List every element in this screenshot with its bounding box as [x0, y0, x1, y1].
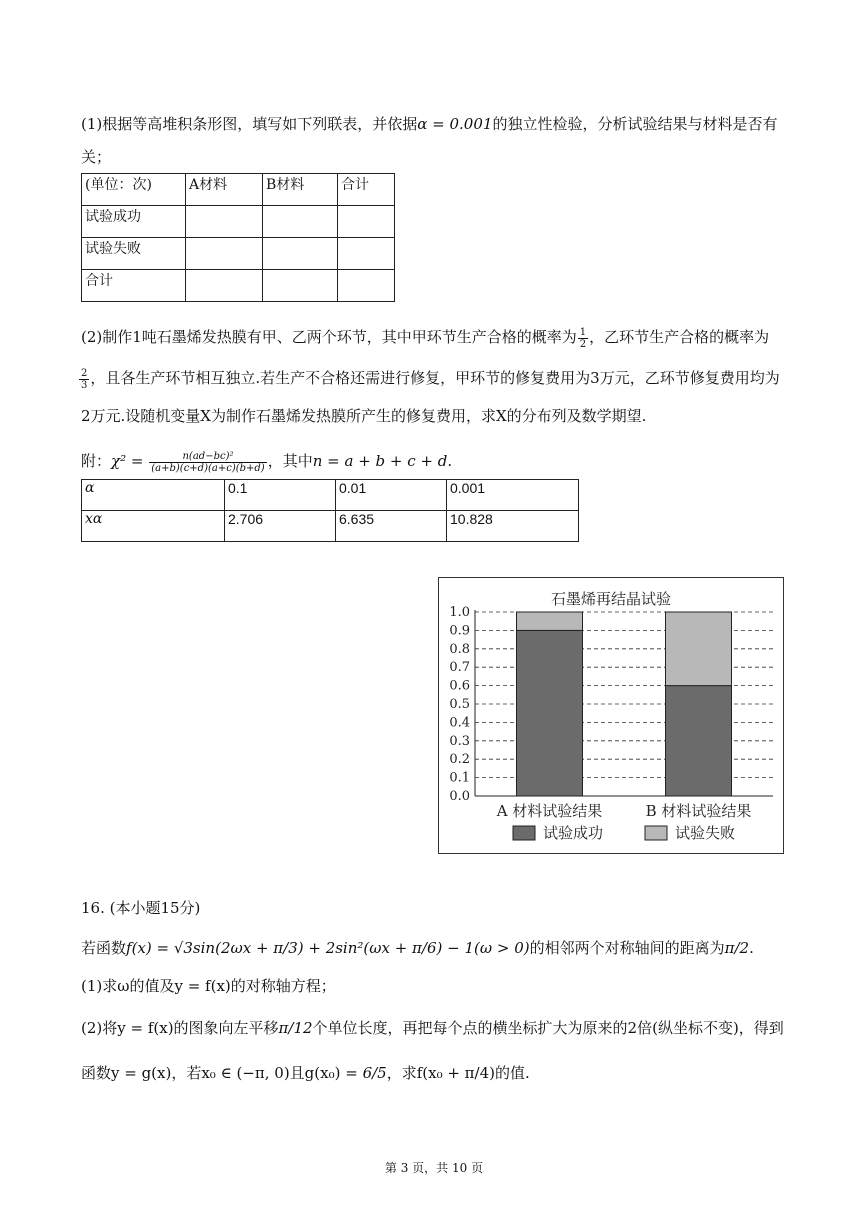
x-tick-label: B 材料试验结果	[645, 802, 752, 820]
chart-title: 石墨烯再结晶试验	[550, 590, 672, 608]
alpha-expression: α = 0.001	[417, 115, 493, 133]
table-cell: 合计	[82, 270, 186, 302]
table-cell	[186, 238, 263, 270]
y-tick-label: 0.2	[449, 752, 470, 768]
table-cell: α	[82, 480, 225, 511]
legend-swatch	[513, 826, 535, 840]
legend	[513, 824, 735, 842]
table-cell: 试验成功	[82, 206, 186, 238]
table-cell	[338, 238, 395, 270]
table-cell	[186, 270, 263, 302]
contingency-table	[81, 173, 395, 302]
y-tick-label: 0.1	[449, 770, 470, 786]
table-cell	[263, 206, 338, 238]
table-cell: 合计	[338, 174, 395, 206]
q16-part2-line2: 函数y = g(x)，若x₀ ∈ (−π, 0)且g(x₀) = 6/5，求f(x₀ + π/4)的值.	[81, 1064, 530, 1082]
y-tick-label: 0.0	[449, 789, 470, 804]
table-row	[82, 174, 395, 206]
q15-part2-line3: 2万元.设随机变量X为制作石墨烯发热膜所产生的修复费用，求X的分布列及数学期望.	[81, 407, 647, 425]
fraction-p-jia: $\frac{1}{2}$	[579, 326, 587, 350]
bar-failure	[517, 612, 583, 630]
stacked-bar-chart	[438, 577, 784, 854]
y-tick-label: 0.9	[449, 623, 470, 639]
fraction-p-yi: $\frac{2}{3}$	[81, 367, 88, 391]
table-cell: A材料	[186, 174, 263, 206]
legend-label: 试验失败	[675, 824, 736, 842]
page-footer: 第 3 页，共 10 页	[384, 1161, 484, 1175]
q15-part2-line2: $\frac{2}{3}$ ，且各生产环节相互独立.若生产不合格还需进行修复，甲环节的修复费用为3万元，乙环节修复费用均为	[81, 367, 780, 391]
q16-part2-line1: (2)将y = f(x)的图象向左平移π/12个单位长度，再把每个点的横坐标扩大为原来的2倍(纵坐标不变)，得到	[81, 1019, 784, 1037]
y-tick-label: 0.8	[449, 641, 470, 657]
y-tick-label: 0.4	[449, 715, 470, 731]
table-cell: B材料	[263, 174, 338, 206]
y-tick-label: 0.7	[449, 660, 470, 676]
q15-part1-line2: 关；	[81, 148, 112, 166]
q16-stem: 若函数f(x) = √3sin(2ωx + π/3) + 2sin²(ωx + π/6) − 1(ω > 0)的相邻两个对称轴间的距离为π/2.	[81, 939, 754, 957]
y-tick-label: 1.0	[449, 605, 470, 620]
table-cell	[263, 238, 338, 270]
q15-part2-line1: (2)制作1吨石墨烯发热膜有甲、乙两个环节，其中甲环节生产合格的概率为 $\frac{1}{2}$ ，乙环节生产合格的概率为	[81, 326, 770, 350]
bar-failure	[666, 612, 732, 686]
appendix-formula: 附：χ² = $\frac{\text{n(ad−bc)²}}{(a+b)(c+d)(a+c)(b+d)}$ ，其中n = a + b + c + d.	[81, 450, 453, 474]
table-cell: 0.001	[447, 480, 579, 511]
table-row	[82, 511, 579, 542]
table-row	[82, 206, 395, 238]
q16-part1: (1)求ω的值及y = f(x)的对称轴方程；	[81, 977, 336, 995]
critical-value-table	[81, 479, 579, 542]
table-cell: 0.01	[336, 480, 447, 511]
chi-square-fraction: $\frac{\text{n(ad−bc)²}}{(a+b)(c+d)(a+c)(b+d)}$	[151, 450, 265, 474]
table-cell: 6.635	[336, 511, 447, 542]
y-tick-label: 0.6	[449, 678, 470, 694]
table-cell	[263, 270, 338, 302]
table-cell: xα	[82, 511, 225, 542]
q15-part1-line1: (1)根据等高堆积条形图，填写如下列联表，并依据α = 0.001的独立性检验，分析试验结果与材料是否有	[81, 115, 778, 133]
table-row	[82, 270, 395, 302]
table-row	[82, 238, 395, 270]
bar-success	[517, 630, 583, 796]
table-cell: (单位：次)	[82, 174, 186, 206]
table-row	[82, 480, 579, 511]
table-cell: 10.828	[447, 511, 579, 542]
chart-svg	[439, 578, 783, 853]
y-tick-label: 0.5	[449, 697, 470, 712]
bar-success	[666, 686, 732, 796]
table-cell	[186, 206, 263, 238]
table-cell	[338, 270, 395, 302]
legend-swatch	[645, 826, 667, 840]
table-cell	[338, 206, 395, 238]
legend-label: 试验成功	[543, 824, 604, 842]
y-tick-label: 0.3	[449, 733, 470, 749]
function-expression: f(x) = √3sin(2ωx + π/3) + 2sin²(ωx + π/6) − 1(ω > 0)	[126, 939, 530, 957]
table-cell: 试验失败	[82, 238, 186, 270]
q16-heading: 16. (本小题15分)	[81, 899, 201, 917]
x-tick-label: A 材料试验结果	[496, 802, 603, 820]
table-cell: 0.1	[225, 480, 336, 511]
table-cell: 2.706	[225, 511, 336, 542]
